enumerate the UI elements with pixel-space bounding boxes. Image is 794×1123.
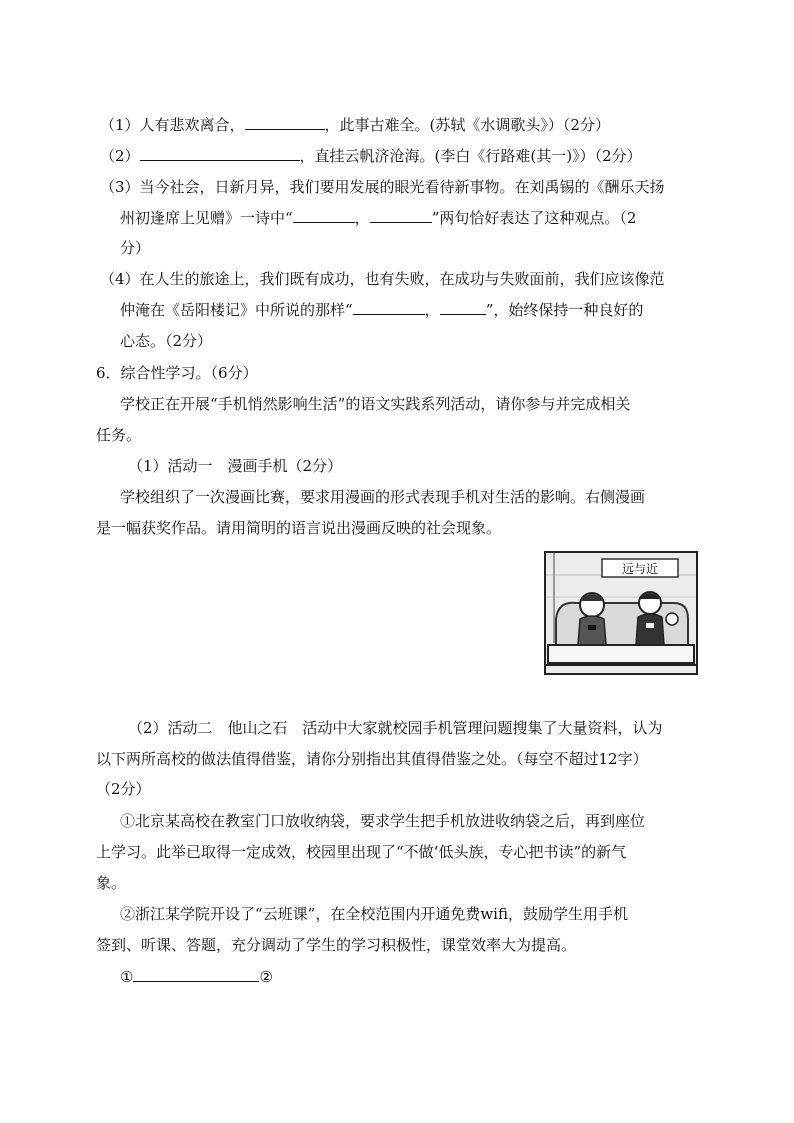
activity-1-title: （1）活动一 漫画手机（2分）	[128, 457, 343, 475]
q1-text-b: ，此事古难全。(苏轼《水调歌头》）（2分）	[324, 116, 610, 134]
question-4-line-1: （4）在人生的旅途上，我们既有成功，也有失败，在成功与失败面前，我们应该像范	[100, 270, 665, 288]
q2-text-b: ，直挂云帆济沧海。(李白《行路难(其一)》）（2分）	[299, 147, 642, 165]
q3-answer-blank-2[interactable]	[370, 207, 432, 223]
activity-2-line-1: （2）活动二 他山之石 活动中大家就校园手机管理问题搜集了大量资料，认为	[128, 719, 663, 737]
item-2-line-1: ②浙江某学院开设了“云班课”，在全校范围内开通免费wifi，鼓励学生用手机	[120, 905, 628, 923]
q1-text-a: （1）人有悲欢离合，	[100, 116, 245, 134]
q3-text-a: 州初逢席上见赠》一诗中“	[120, 209, 293, 227]
q1-answer-blank[interactable]	[245, 114, 325, 130]
question-4-line-2	[120, 299, 643, 321]
q2-answer-blank[interactable]	[140, 145, 300, 161]
section-6-intro-2: 任务。	[96, 426, 142, 444]
answer-line	[120, 966, 273, 988]
q3-text-c: ”两句恰好表达了这种观点。（2	[431, 209, 637, 227]
comic-drawing	[546, 553, 696, 673]
section-6-title: 6．综合性学习。（6分）	[96, 364, 258, 382]
question-1	[100, 114, 610, 136]
question-3-line-3: 分）	[120, 239, 151, 257]
question-3-line-1: （3）当今社会，日新月异，我们要用发展的眼光看待新事物。在刘禹锡的《酬乐天扬	[100, 178, 665, 196]
q4-text-c: ”，始终保持一种良好的	[485, 301, 644, 319]
q3-comma: ，	[354, 209, 370, 227]
item-1-line-2: 上学习。此举已取得一定成效，校园里出现了“不做‘低头族，专心把书读”的新气	[96, 843, 627, 861]
item-2-line-2: 签到、听课、答题，充分调动了学生的学习积极性，课堂效率大为提高。	[96, 936, 577, 954]
answer-2-label: ②	[259, 968, 273, 986]
activity-2-line-3: （2分）	[96, 780, 151, 798]
comic-caption: 远与近	[621, 562, 659, 576]
q4-text-a: 仲淹在《岳阳楼记》中所说的那样“	[120, 301, 353, 319]
answer-1-label: ①	[120, 968, 134, 986]
q4-comma: ，	[424, 301, 440, 319]
q4-answer-blank-2[interactable]	[440, 299, 486, 315]
comic-image	[544, 551, 698, 675]
item-1-line-1: ①北京某高校在教室门口放收纳袋，要求学生把手机放进收纳袋之后，再到座位	[120, 812, 646, 830]
item-1-line-3: 象。	[96, 874, 127, 892]
activity-1-text-2: 是一幅获奖作品。请用简明的语言说出漫画反映的社会现象。	[96, 519, 502, 537]
q4-answer-blank-1[interactable]	[353, 299, 425, 315]
question-4-line-3: 心态。（2分）	[120, 332, 213, 350]
question-2	[100, 145, 642, 167]
answer-1-blank[interactable]	[133, 966, 259, 982]
activity-1-text-1: 学校组织了一次漫画比赛，要求用漫画的形式表现手机对生活的影响。右侧漫画	[120, 488, 646, 506]
q3-answer-blank-1[interactable]	[293, 207, 355, 223]
activity-2-line-2: 以下两所高校的做法值得借鉴，请你分别指出其值得借鉴之处。（每空不超过12字）	[96, 750, 648, 768]
q2-text-a: （2）	[100, 147, 140, 165]
section-6-intro-1: 学校正在开展“手机悄然影响生活”的语文实践系列活动，请你参与并完成相关	[120, 395, 631, 413]
question-3-line-2	[120, 207, 636, 229]
